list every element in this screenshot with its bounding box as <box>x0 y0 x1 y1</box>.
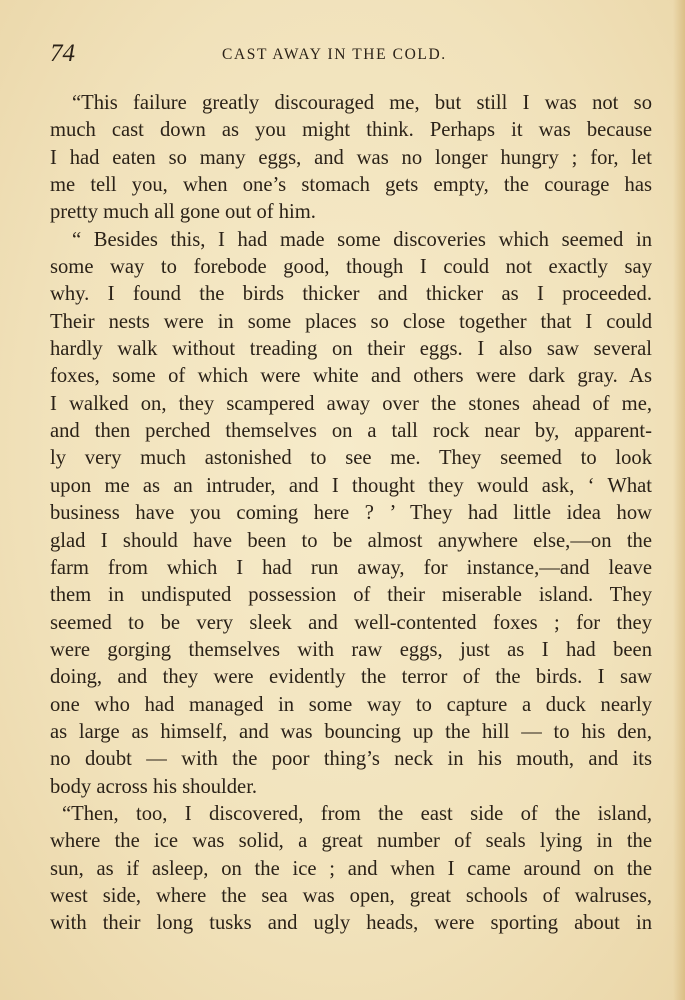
text-line: glad I should have been to be almost anywhere else,—on the <box>50 529 652 552</box>
text-line: why. I found the birds thicker and thicker as I proceeded. <box>50 283 652 306</box>
text-line: west side, where the sea was open, great schools of walruses, <box>50 884 652 907</box>
paragraph <box>50 801 652 938</box>
text-line: Their nests were in some places so close together that I could <box>50 310 652 333</box>
paragraph <box>50 227 652 801</box>
text-line: them in undisputed possession of their miserable island. They <box>50 584 652 607</box>
text-line: some way to forebode good, though I could not exactly say <box>50 256 652 279</box>
text-line: doing, and they were evidently the terror of the birds. I saw <box>50 666 652 689</box>
text-line: no doubt — with the poor thing’s neck in his mouth, and its <box>50 748 652 771</box>
paragraph <box>50 90 652 227</box>
page-header <box>50 40 650 72</box>
text-line: much cast down as you might think. Perhaps it was because <box>50 119 652 142</box>
text-line: where the ice was solid, a great number of seals lying in the <box>50 830 652 853</box>
text-line: I had eaten so many eggs, and was no longer hungry ; for, let <box>50 146 652 169</box>
text-line: “This failure greatly discouraged me, but still I was not so <box>72 92 652 114</box>
text-line: with their long tusks and ugly heads, were sporting about in <box>50 912 652 935</box>
text-line: as large as himself, and was bouncing up the hill — to his den, <box>50 720 652 743</box>
text-line: business have you coming here ? ’ They had little idea how <box>50 502 652 525</box>
page-edge <box>673 0 685 1000</box>
text-line: body across his shoulder. <box>50 775 258 798</box>
text-line: I walked on, they scampered away over the stones ahead of me, <box>50 392 652 415</box>
text-line: ly very much astonished to see me. They seemed to look <box>50 447 652 470</box>
text-line: sun, as if asleep, on the ice ; and when I came around on the <box>50 857 652 880</box>
page-number: 74 <box>50 40 75 67</box>
body-text <box>50 90 652 938</box>
text-line: farm from which I had run away, for instance,—and leave <box>50 556 652 579</box>
text-line: pretty much all gone out of him. <box>50 201 316 224</box>
text-line: seemed to be very sleek and well-contented foxes ; for they <box>50 611 652 634</box>
text-line: “Then, too, I discovered, from the east side of the island, <box>62 802 652 825</box>
text-line: hardly walk without treading on their eggs. I also saw several <box>50 338 652 361</box>
text-line: and then perched themselves on a tall rock near by, apparent- <box>50 420 652 443</box>
text-line: me tell you, when one’s stomach gets empty, the courage has <box>50 174 652 197</box>
text-line: foxes, some of which were white and others were dark gray. As <box>50 365 652 388</box>
running-head: CAST AWAY IN THE COLD. <box>222 46 447 63</box>
text-line: upon me as an intruder, and I thought they would ask, ‘ What <box>50 474 652 497</box>
text-line: one who had managed in some way to capture a duck nearly <box>50 693 652 716</box>
text-line: “ Besides this, I had made some discoveries which seemed in <box>72 228 652 251</box>
text-line: were gorging themselves with raw eggs, just as I had been <box>50 638 652 661</box>
